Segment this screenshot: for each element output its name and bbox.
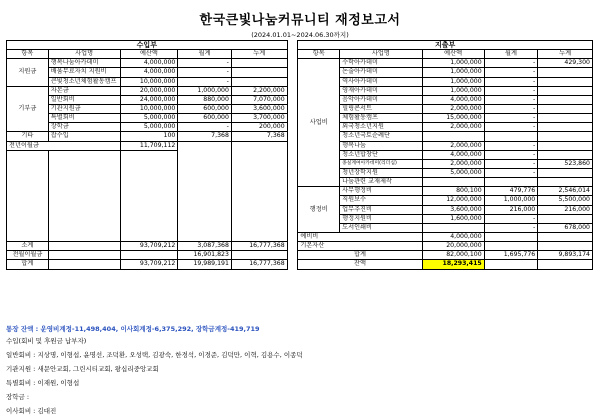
carryover-budget: 11,709,112 — [120, 141, 178, 150]
ledger-row — [7, 59, 593, 68]
balance-value: 18,293,415 — [422, 260, 484, 269]
balance-label: 잔액 — [298, 260, 422, 269]
col-category: 항목 — [298, 50, 340, 59]
expense-sum-budget: 82,000,100 — [422, 251, 484, 260]
income-total: 2,200,000 — [231, 86, 287, 95]
col-item: 사업명 — [48, 50, 120, 59]
col-item: 사업명 — [340, 50, 422, 59]
income-sum-label: 합계 — [7, 260, 49, 269]
expense-month — [484, 178, 538, 187]
expense-month: - — [484, 104, 538, 113]
empty-cell — [48, 260, 120, 269]
income-item: 배움무료자치 지원비 — [48, 68, 120, 77]
empty-cell — [48, 242, 120, 251]
income-item: 장학금 — [48, 123, 120, 132]
category-business: 사업비 — [298, 59, 340, 187]
column-gap — [287, 41, 298, 270]
empty-cell — [538, 260, 593, 269]
expense-total — [538, 114, 593, 123]
expense-total: 5,500,000 — [538, 196, 593, 205]
income-item: 특별회비 — [48, 114, 120, 123]
income-sum-month: 19,989,191 — [178, 260, 232, 269]
income-budget: 4,000,000 — [120, 59, 178, 68]
expense-item: 도서인쇄비 — [340, 223, 422, 232]
empty-cell — [538, 242, 593, 251]
subtotal-budget: 93,709,212 — [120, 242, 178, 251]
ledger-row — [7, 260, 593, 269]
expense-total — [538, 77, 593, 86]
expense-total — [538, 86, 593, 95]
income-budget: 100 — [120, 132, 178, 141]
expense-month: - — [484, 86, 538, 95]
expense-sum-label: 합계 — [298, 251, 422, 260]
expense-item: 청년장학지원 — [340, 168, 422, 177]
category-donation: 기부금 — [7, 86, 49, 132]
income-total: 7,368 — [231, 132, 287, 141]
expense-month: - — [484, 141, 538, 150]
empty-cell — [538, 232, 593, 241]
expense-total — [538, 141, 593, 150]
income-month: 1,000,000 — [178, 86, 232, 95]
prev-carry-month: 16,901,823 — [178, 251, 232, 260]
expense-budget: 2,000,000 — [422, 123, 484, 132]
expense-month: 1,000,000 — [484, 196, 538, 205]
category-admin: 행정비 — [298, 187, 340, 233]
income-section-header: 수입부 — [7, 41, 288, 50]
expense-item: 청소년국토순례단 — [340, 132, 422, 141]
expense-item: 나눔관련 교재제작 — [340, 178, 422, 187]
empty-cell — [48, 251, 120, 260]
col-budget: 예산액 — [422, 50, 484, 59]
expense-item: 힐링콘서트 — [340, 104, 422, 113]
account-balance-summary: 통장 잔액 : 운영비계정-11,498,404, 이사회계정-6,375,292, 장학금계정-419,719 — [6, 325, 260, 333]
income-month: - — [178, 59, 232, 68]
expense-total — [538, 68, 593, 77]
income-month: - — [178, 68, 232, 77]
ledger-row — [7, 242, 593, 251]
expense-budget: 12,000,000 — [422, 196, 484, 205]
report-title: 한국큰빛나눔커뮤니티 재정보고서 — [199, 13, 401, 28]
institution-donors: 기관지원 : 새문안교회, 그린시티교회, 왕십리중앙교회 — [6, 365, 159, 373]
expense-budget: 4,000,000 — [422, 95, 484, 104]
empty-cell — [178, 141, 232, 242]
empty-cell — [120, 251, 178, 260]
expense-total — [538, 178, 593, 187]
empty-cell — [120, 150, 178, 241]
expense-item: 직원보수 — [340, 196, 422, 205]
subtotal-total: 16,777,368 — [231, 242, 287, 251]
income-total: 200,000 — [231, 123, 287, 132]
expense-budget: 2,000,000 — [422, 104, 484, 113]
expense-budget — [422, 132, 484, 141]
expense-budget: 2,000,000 — [422, 159, 484, 168]
expense-total — [538, 104, 593, 113]
expense-total — [538, 150, 593, 159]
col-total: 누계 — [538, 50, 593, 59]
expense-budget: 1,000,000 — [422, 77, 484, 86]
category-support: 지원금 — [7, 59, 49, 86]
expense-budget: 1,600,000 — [422, 214, 484, 223]
expense-month: 479,776 — [484, 187, 538, 196]
category-other: 기타 — [7, 132, 49, 141]
expense-total — [538, 132, 593, 141]
income-item: 행복나눔아카데미 — [48, 59, 120, 68]
income-total — [231, 59, 287, 68]
income-budget: 10,000,000 — [120, 77, 178, 86]
expense-budget: 2,000,000 — [422, 141, 484, 150]
income-item: 기관지원금 — [48, 104, 120, 113]
expense-month: - — [484, 77, 538, 86]
col-month: 월계 — [178, 50, 232, 59]
income-sum-budget: 93,709,212 — [120, 260, 178, 269]
expense-total — [538, 214, 593, 223]
expense-item: 사무행정비 — [340, 187, 422, 196]
expense-item: 역사아카데미 — [340, 77, 422, 86]
expense-section-header: 지출부 — [298, 41, 593, 50]
expense-item: 음악아카데미 — [340, 95, 422, 104]
expense-total: 678,000 — [538, 223, 593, 232]
expense-total — [538, 168, 593, 177]
income-item: 잡수입 — [48, 132, 120, 141]
income-budget: 10,000,000 — [120, 104, 178, 113]
income-budget: 5,000,000 — [120, 114, 178, 123]
income-budget: 5,000,000 — [120, 123, 178, 132]
income-month: 600,000 — [178, 104, 232, 113]
expense-budget — [422, 223, 484, 232]
expense-sum-month: 1,695,776 — [484, 251, 538, 260]
income-budget: 24,000,000 — [120, 95, 178, 104]
finance-table — [6, 40, 593, 270]
empty-cell — [231, 251, 287, 260]
expense-month: 216,000 — [484, 205, 538, 214]
expense-month: - — [484, 68, 538, 77]
capital-budget: 20,000,000 — [422, 242, 484, 251]
expense-budget: 1,000,000 — [422, 59, 484, 68]
expense-item: 업무추진비 — [340, 205, 422, 214]
empty-cell — [231, 141, 287, 242]
subtotal-label: 소계 — [7, 242, 49, 251]
expense-month: - — [484, 214, 538, 223]
scholarship-donors: 장학금 : — [6, 393, 30, 401]
expense-item: 영재아카데미 — [340, 86, 422, 95]
expense-item: 논술아카데미 — [340, 68, 422, 77]
empty-cell — [484, 232, 538, 241]
income-total — [231, 68, 287, 77]
ledger-row — [7, 41, 593, 50]
ledger-row — [7, 251, 593, 260]
expense-month: - — [484, 59, 538, 68]
special-fee-donors: 특별회비 : 이재원, 이형섭 — [6, 379, 80, 387]
expense-budget: 5,000,000 — [422, 168, 484, 177]
empty-cell — [484, 242, 538, 251]
income-budget: 4,000,000 — [120, 68, 178, 77]
expense-budget: 1,000,000 — [422, 68, 484, 77]
donor-header: 수입(회비 및 후원금 납부자) — [6, 337, 87, 345]
expense-month — [484, 132, 538, 141]
empty-cell — [484, 260, 538, 269]
expense-month: - — [484, 123, 538, 132]
income-month: - — [178, 123, 232, 132]
income-sum-total: 16,777,368 — [231, 260, 287, 269]
expense-month: - — [484, 95, 538, 104]
expense-month: - — [484, 168, 538, 177]
expense-budget — [422, 178, 484, 187]
capital-label: 기본자산 — [298, 242, 422, 251]
income-item: 자본금 — [48, 86, 120, 95]
empty-cell — [7, 150, 49, 241]
income-month: - — [178, 77, 232, 86]
reserve-label: 예비비 — [298, 232, 422, 241]
expense-month: - — [484, 150, 538, 159]
expense-month: - — [484, 114, 538, 123]
expense-item: 청소년합창단 — [340, 150, 422, 159]
expense-budget: 3,600,000 — [422, 205, 484, 214]
expense-budget: 15,000,000 — [422, 114, 484, 123]
expense-total — [538, 95, 593, 104]
reserve-budget: 4,000,000 — [422, 232, 484, 241]
expense-item: 행복나눔 — [340, 141, 422, 150]
income-item: 일반회비 — [48, 95, 120, 104]
expense-item: 행정지원비 — [340, 214, 422, 223]
col-total: 누계 — [231, 50, 287, 59]
report-period: (2024.01.01~2024.06.30까지) — [251, 31, 349, 39]
income-total: 3,600,000 — [231, 104, 287, 113]
income-month: 600,000 — [178, 114, 232, 123]
expense-total: 429,300 — [538, 59, 593, 68]
expense-item: 수학아카데미 — [340, 59, 422, 68]
prev-carry-label: 전월이월금 — [7, 251, 49, 260]
expense-month: - — [484, 223, 538, 232]
general-fee-donors: 일반회비 : 지상명, 이형섭, 윤명선, 조덕환, 오성택, 김광숙, 한경석, 이경준, 김덕만, 이혁, 김용수, 이종덕 — [6, 351, 303, 359]
expense-item: 종실계여아카데미(리더십) — [340, 159, 422, 168]
board-fee-donors: 이사회비 : 김대진 — [6, 407, 57, 415]
expense-item: 외국청소년지원 — [340, 123, 422, 132]
expense-budget: 4,000,000 — [422, 150, 484, 159]
expense-total — [538, 123, 593, 132]
income-total: 7,070,000 — [231, 95, 287, 104]
empty-cell — [48, 150, 120, 241]
col-month: 월계 — [484, 50, 538, 59]
expense-total: 2,546,014 — [538, 187, 593, 196]
ledger-row — [7, 50, 593, 59]
income-total: 3,700,000 — [231, 114, 287, 123]
income-total — [231, 77, 287, 86]
expense-total: 216,000 — [538, 205, 593, 214]
expense-budget: 800,100 — [422, 187, 484, 196]
col-budget: 예산액 — [120, 50, 178, 59]
income-month: 7,368 — [178, 132, 232, 141]
carryover-label: 전년이월금 — [7, 141, 121, 150]
subtotal-month: 3,087,368 — [178, 242, 232, 251]
expense-item: 체험활동캠프 — [340, 114, 422, 123]
expense-sum-total: 9,893,174 — [538, 251, 593, 260]
expense-budget: 1,000,000 — [422, 86, 484, 95]
expense-total: 523,860 — [538, 159, 593, 168]
income-item: 큰빛청소년체험활동캠프 — [48, 77, 120, 86]
col-category: 항목 — [7, 50, 49, 59]
income-budget: 20,000,000 — [120, 86, 178, 95]
expense-month: - — [484, 159, 538, 168]
income-month: 880,000 — [178, 95, 232, 104]
